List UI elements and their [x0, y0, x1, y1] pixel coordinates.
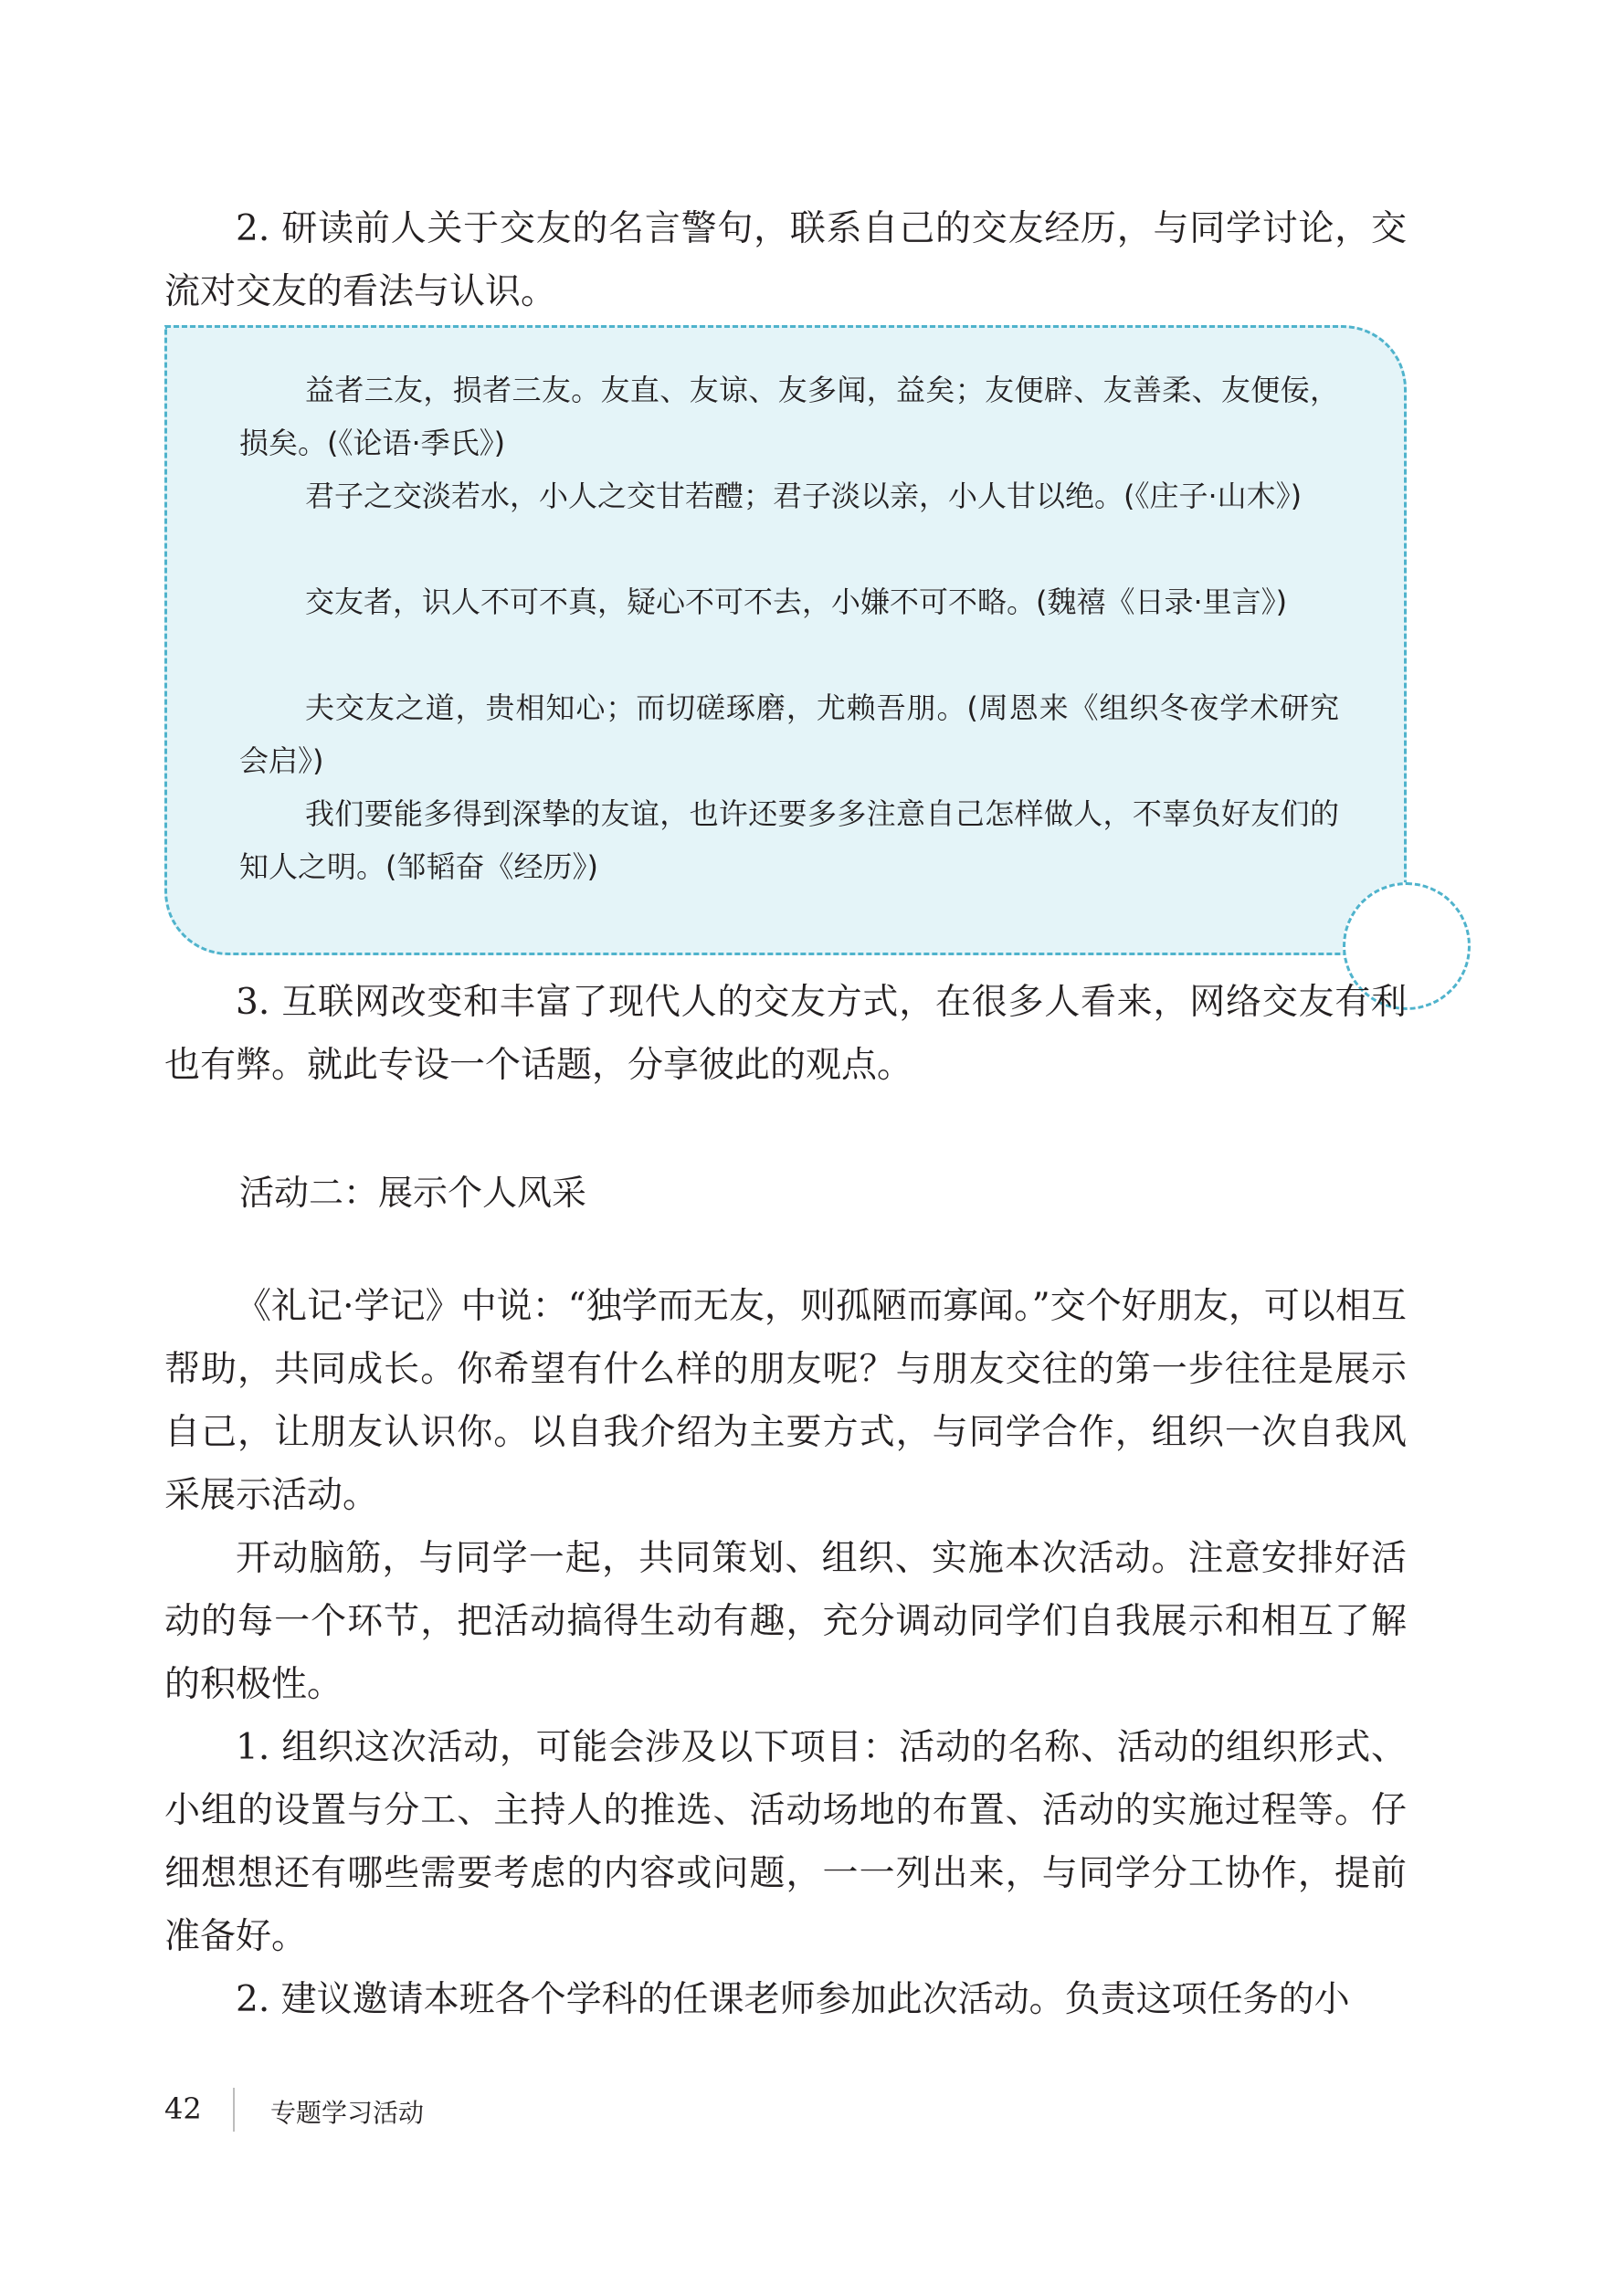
paragraph-internet: 3. 互联网改变和丰富了现代人的交友方式，在很多人看来，网络交友有利也有弊。就此专设一个话题，分享彼此的观点。 [164, 982, 1407, 1086]
paragraph-item-1: 1. 组织这次活动，可能会涉及以下项目：活动的名称、活动的组织形式、小组的设置与分工、主持人的推选、活动场地的布置、活动的实施过程等。仔细想想还有哪些需要考虑的内容或问题，一一列出来，与同学分工协作，提前准备好。 [164, 1727, 1407, 1957]
quote-weixi: 交友者，识人不可不真，疑心不可不去，小嫌不可不略。(魏禧《日录·里言》) [305, 585, 1288, 619]
footer-divider [233, 2088, 235, 2132]
paragraph-brainstorm: 开动脑筋，与同学一起，共同策划、组织、实施本次活动。注意安排好活动的每一个环节，把活动搞得生动有趣，充分调动同学们自我展示和相互了解的积极性。 [164, 1538, 1407, 1705]
paragraph-discuss: 2. 研读前人关于交友的名言警句，联系自己的交友经历，与同学讨论，交流对交友的看法与认识。 [164, 208, 1407, 312]
quote-lunyu: 益者三友，损者三友。友直、友谅、友多闻，益矣；友便辟、友善柔、友便佞，损矣。(《论语·季氏》) [239, 373, 1339, 460]
quote-zhouenlai: 夫交友之道，贵相知心；而切磋琢磨，尤赖吾朋。(周恩来《组织冬夜学术研究会启》) [239, 690, 1339, 778]
paragraph-liji: 《礼记·学记》中说：“独学而无友，则孤陋而寡闻。”交个好朋友，可以相互帮助，共同成长。你希望有什么样的朋友呢？与朋友交往的第一步往往是展示自己，让朋友认识你。以自我介绍为主要方式，与同学合作，组织一次自我风采展示活动。 [164, 1286, 1407, 1516]
footer-section-title: 专题学习活动 [270, 2098, 425, 2128]
paragraph-item-2: 2. 建议邀请本班各个学科的任课老师参加此次活动。负责这项任务的小 [236, 1979, 1350, 2020]
quote-zhuangzi: 君子之交淡若水，小人之交甘若醴；君子淡以亲，小人甘以绝。(《庄子·山木》) [305, 479, 1303, 513]
activity-heading: 活动二：展示个人风采 [239, 1173, 587, 1213]
quote-zoutaofen: 我们要能多得到深挚的友谊，也许还要多多注意自己怎样做人，不辜负好友们的知人之明。(邹韬奋《经历》) [239, 796, 1339, 884]
page-number: 42 [164, 2091, 202, 2126]
